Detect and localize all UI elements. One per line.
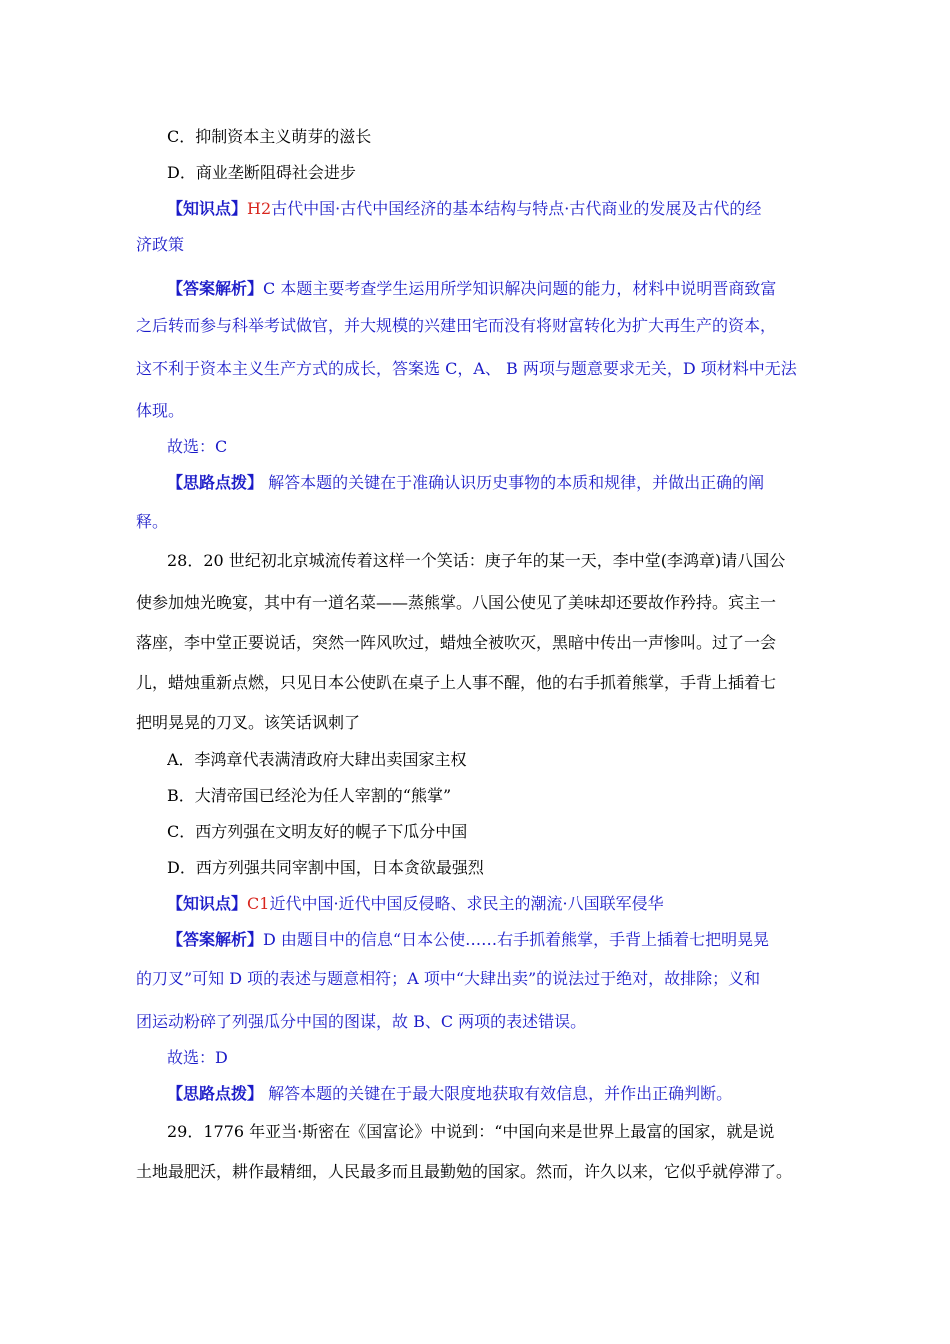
analysis-text: D 由题目中的信息“日本公使……右手抓着熊掌，手背上插着七把明晃晃 [263, 930, 770, 949]
q28-stem-line1: 28．20 世纪初北京城流传着这样一个笑话：庚子年的某一天，李中堂(李鸿章)请八国公 [167, 551, 786, 570]
analysis-tag: 【答案解析】 [167, 279, 264, 298]
q28-stem-line3: 落座，李中堂正要说话，突然一阵风吹过，蜡烛全被吹灭，黑暗中传出一声惨叫。过了一会 [136, 633, 777, 652]
q28-option-d: D．西方列强共同宰割中国，日本贪欲最强烈 [167, 858, 484, 877]
q27-analysis [167, 279, 818, 299]
tips-tag: 【思路点拨】 [167, 1084, 264, 1103]
knowledge-text: 古代中国·古代中国经济的基本结构与特点·古代商业的发展及古代的经 [271, 199, 762, 218]
q29-stem-line2: 土地最肥沃，耕作最精细，人民最多而且最勤勉的国家。然而，许久以来，它似乎就停滞了。 [136, 1162, 793, 1181]
knowledge-code: H2 [247, 199, 272, 218]
q27-analysis-line2: 之后转而参与科举考试做官，并大规模的兴建田宅而没有将财富转化为扩大再生产的资本， [136, 316, 777, 335]
q27-knowledge-point [167, 199, 818, 219]
q28-analysis-line3: 团运动粉碎了列强瓜分中国的图谋，故 B、C 两项的表述错误。 [136, 1012, 587, 1031]
q28-stem-line4: 儿，蜡烛重新点燃，只见日本公使趴在桌子上人事不醒，他的右手抓着熊掌，手背上插着七 [136, 673, 777, 692]
knowledge-text: 近代中国·近代中国反侵略、求民主的潮流·八国联军侵华 [269, 894, 664, 913]
q28-stem-line5: 把明晃晃的刀叉。该笑话讽刺了 [136, 713, 361, 732]
q29-stem-line1: 29．1776 年亚当·斯密在《国富论》中说到：“中国向来是世界上最富的国家，就是说 [167, 1122, 775, 1141]
knowledge-tag: 【知识点】 [167, 199, 248, 218]
q27-option-d: D．商业垄断阻碍社会进步 [167, 163, 356, 182]
analysis-text: C 本题主要考查学生运用所学知识解决问题的能力，材料中说明晋商致富 [263, 279, 777, 298]
tips-text: 解答本题的关键在于准确认识历史事物的本质和规律，并做出正确的阐 [263, 473, 765, 492]
knowledge-code: C1 [247, 894, 270, 913]
q28-analysis-line2: 的刀叉”可知 D 项的表述与题意相符；A 项中“大肆出卖”的说法过于绝对，故排除；义和 [136, 969, 761, 988]
q28-knowledge-point [167, 894, 818, 914]
tips-text: 解答本题的关键在于最大限度地获取有效信息，并作出正确判断。 [263, 1084, 733, 1103]
q27-tips-line2: 释。 [136, 512, 169, 531]
analysis-tag: 【答案解析】 [167, 930, 264, 949]
q27-tips [167, 473, 818, 493]
q27-option-c: C．抑制资本主义萌芽的滋长 [167, 127, 372, 146]
q27-analysis-line3: 这不利于资本主义生产方式的成长，答案选 C，A、 B 两项与题意要求无关，D 项材料中无法 [136, 359, 797, 378]
q27-analysis-line4: 体现。 [136, 401, 185, 420]
knowledge-tag: 【知识点】 [167, 894, 248, 913]
q28-option-b: B．大清帝国已经沦为任人宰割的“熊掌” [167, 786, 452, 805]
q27-knowledge-point-cont: 济政策 [136, 235, 185, 254]
q28-answer: 故选：D [167, 1048, 228, 1067]
q28-option-c: C．西方列强在文明友好的幌子下瓜分中国 [167, 822, 468, 841]
q28-tips [167, 1084, 818, 1104]
tips-tag: 【思路点拨】 [167, 473, 264, 492]
q28-stem-line2: 使参加烛光晚宴，其中有一道名菜——蒸熊掌。八国公使见了美味却还要故作矜持。宾主一 [136, 593, 777, 612]
q28-option-a: A．李鸿章代表满清政府大肆出卖国家主权 [167, 750, 467, 769]
q28-analysis [167, 930, 818, 950]
q27-answer: 故选：C [167, 437, 228, 456]
